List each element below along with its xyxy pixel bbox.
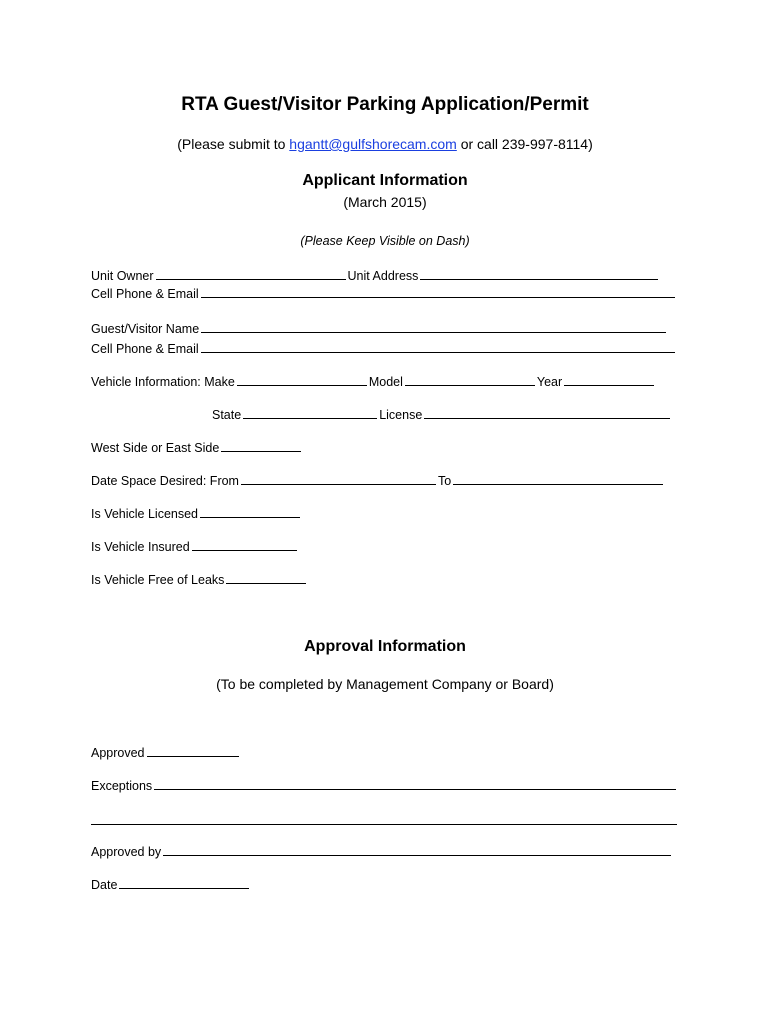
licensed-row bbox=[91, 506, 302, 522]
state-license-row bbox=[212, 407, 672, 423]
page-title: RTA Guest/Visitor Parking Application/Permit bbox=[181, 94, 589, 115]
leaks-row bbox=[91, 572, 308, 588]
applicant-heading: Applicant Information bbox=[302, 172, 468, 189]
year-label: Year bbox=[536, 375, 563, 389]
guest-name-label: Guest/Visitor Name bbox=[91, 322, 200, 336]
guest-contact-field[interactable] bbox=[201, 341, 675, 353]
exceptions-row bbox=[91, 778, 678, 794]
date-to-label: To bbox=[437, 474, 452, 488]
approval-heading: Approval Information bbox=[304, 638, 466, 655]
model-field[interactable] bbox=[405, 374, 535, 386]
license-field[interactable] bbox=[424, 407, 670, 419]
approved-label: Approved bbox=[91, 746, 145, 760]
date-from-field[interactable] bbox=[241, 473, 436, 485]
approval-date-label: Date bbox=[91, 878, 118, 892]
dash-note: (Please Keep Visible on Dash) bbox=[300, 234, 470, 248]
insured-row bbox=[91, 539, 299, 555]
insured-label: Is Vehicle Insured bbox=[91, 540, 190, 554]
submit-suffix: or call 239-997-8114) bbox=[456, 136, 593, 152]
state-label: State bbox=[212, 408, 242, 422]
date-to-field[interactable] bbox=[453, 473, 663, 485]
approval-date-field[interactable] bbox=[119, 877, 249, 889]
submit-instructions bbox=[0, 136, 770, 152]
approval-note: (To be completed by Management Company or Board) bbox=[216, 676, 554, 692]
side-field[interactable] bbox=[221, 440, 301, 452]
guest-name-row bbox=[91, 321, 668, 337]
form-date: (March 2015) bbox=[343, 194, 427, 210]
date-from-label: Date Space Desired: From bbox=[91, 474, 239, 488]
vehicle-row bbox=[91, 374, 656, 390]
owner-contact-row bbox=[91, 286, 677, 302]
unit-owner-row bbox=[91, 268, 660, 284]
cell-email-label: Cell Phone & Email bbox=[91, 342, 199, 356]
submit-prefix: (Please submit to bbox=[177, 136, 290, 152]
licensed-label: Is Vehicle Licensed bbox=[91, 507, 199, 521]
unit-address-field[interactable] bbox=[420, 268, 658, 280]
date-desired-row bbox=[91, 473, 665, 489]
approved-by-row bbox=[91, 844, 673, 860]
vehicle-make-field[interactable] bbox=[237, 374, 367, 386]
exceptions-field[interactable] bbox=[154, 778, 676, 790]
unit-address-label: Unit Address bbox=[347, 269, 419, 283]
approval-date-row bbox=[91, 877, 251, 893]
exceptions-extra-line[interactable] bbox=[91, 824, 677, 825]
exceptions-label: Exceptions bbox=[91, 779, 153, 793]
cell-email-label: Cell Phone & Email bbox=[91, 287, 199, 301]
leaks-field[interactable] bbox=[226, 572, 306, 584]
vehicle-make-label: Vehicle Information: Make bbox=[91, 375, 235, 389]
guest-contact-row bbox=[91, 341, 677, 357]
model-label: Model bbox=[368, 375, 403, 389]
license-label: License bbox=[379, 408, 423, 422]
year-field[interactable] bbox=[564, 374, 654, 386]
side-row bbox=[91, 440, 303, 456]
email-link[interactable]: hgantt@gulfshorecam.com bbox=[289, 136, 457, 152]
unit-owner-label: Unit Owner bbox=[91, 269, 154, 283]
unit-owner-field[interactable] bbox=[156, 268, 346, 280]
approved-by-label: Approved by bbox=[91, 845, 162, 859]
guest-name-field[interactable] bbox=[201, 321, 666, 333]
approved-by-field[interactable] bbox=[163, 844, 671, 856]
approved-field[interactable] bbox=[147, 745, 239, 757]
state-field[interactable] bbox=[243, 407, 377, 419]
leaks-label: Is Vehicle Free of Leaks bbox=[91, 573, 225, 587]
approved-row bbox=[91, 745, 241, 761]
owner-contact-field[interactable] bbox=[201, 286, 675, 298]
insured-field[interactable] bbox=[192, 539, 297, 551]
licensed-field[interactable] bbox=[200, 506, 300, 518]
side-label: West Side or East Side bbox=[91, 441, 220, 455]
